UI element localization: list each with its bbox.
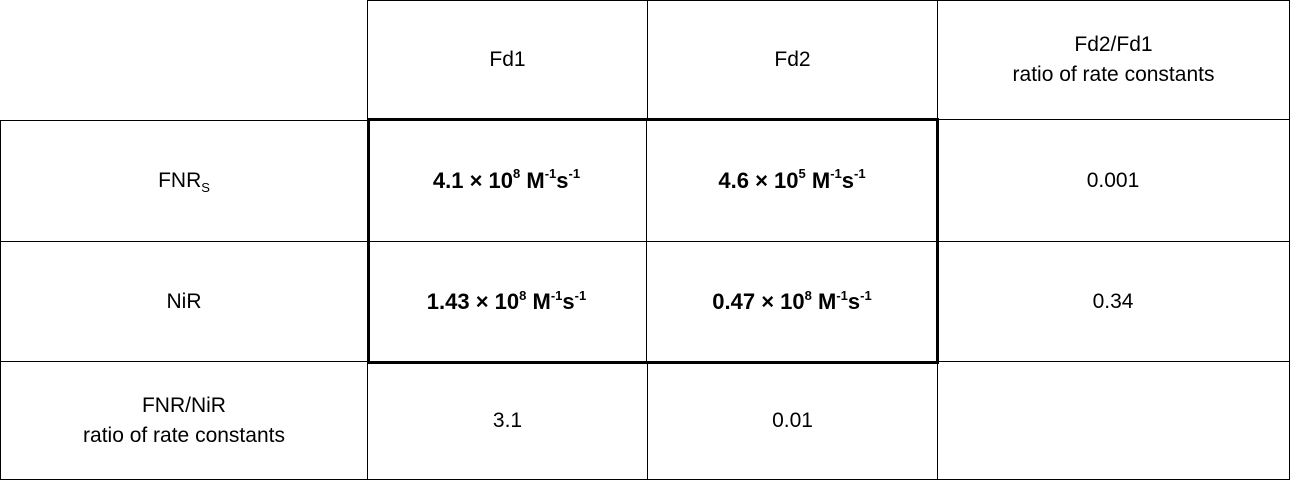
footer-fd2 <box>647 362 937 480</box>
cell-fnrs-fd1-value: $4.1 \times 10^8$ $M^{-1}s^{-1}$ <box>432 166 581 193</box>
cell-nir-fd1-value: $1.43 \times 10^8$ $M^{-1}s^{-1}$ <box>426 287 587 314</box>
header-fd1 <box>367 0 647 120</box>
footer-label <box>0 362 367 480</box>
row-label-nir-text: NiR <box>166 289 202 313</box>
cell-nir-fd2-value: $0.47 \times 10^8$ $M^{-1}s^{-1}$ <box>712 287 872 314</box>
cell-nir-fd2 <box>647 242 937 362</box>
cell-fnrs-fd2 <box>647 120 937 242</box>
row-label-fnrs <box>0 120 367 242</box>
header-fd2-label: Fd2 <box>774 48 811 71</box>
footer-label-line2: ratio of rate constants <box>83 423 285 447</box>
footer-empty <box>937 362 1290 480</box>
footer-fd1 <box>367 362 647 480</box>
row-label-nir <box>0 242 367 362</box>
footer-fd1-value: 3.1 <box>492 408 523 432</box>
header-ratio-line2: ratio of rate constants <box>1012 63 1215 86</box>
cell-fnrs-fd1 <box>367 120 647 242</box>
cell-fnrs-ratio-value: 0.001 <box>1086 168 1140 192</box>
cell-nir-fd1 <box>367 242 647 362</box>
row-label-fnrs-text: $FNR_S$ <box>158 169 210 196</box>
cell-nir-ratio <box>937 242 1290 362</box>
header-fd2 <box>647 0 937 120</box>
cell-nir-ratio-value: 0.34 <box>1092 289 1134 313</box>
header-fd1-label: Fd1 <box>489 48 526 71</box>
cell-fnrs-fd2-value: $4.6 \times 10^5$ $M^{-1}s^{-1}$ <box>718 166 866 193</box>
header-ratio-line1: Fd2/Fd1 <box>1074 33 1153 56</box>
footer-fd2-value: 0.01 <box>772 408 813 432</box>
footer-label-line1: FNR/NiR <box>141 393 226 417</box>
cell-fnrs-ratio <box>937 120 1290 242</box>
header-ratio <box>937 0 1290 120</box>
